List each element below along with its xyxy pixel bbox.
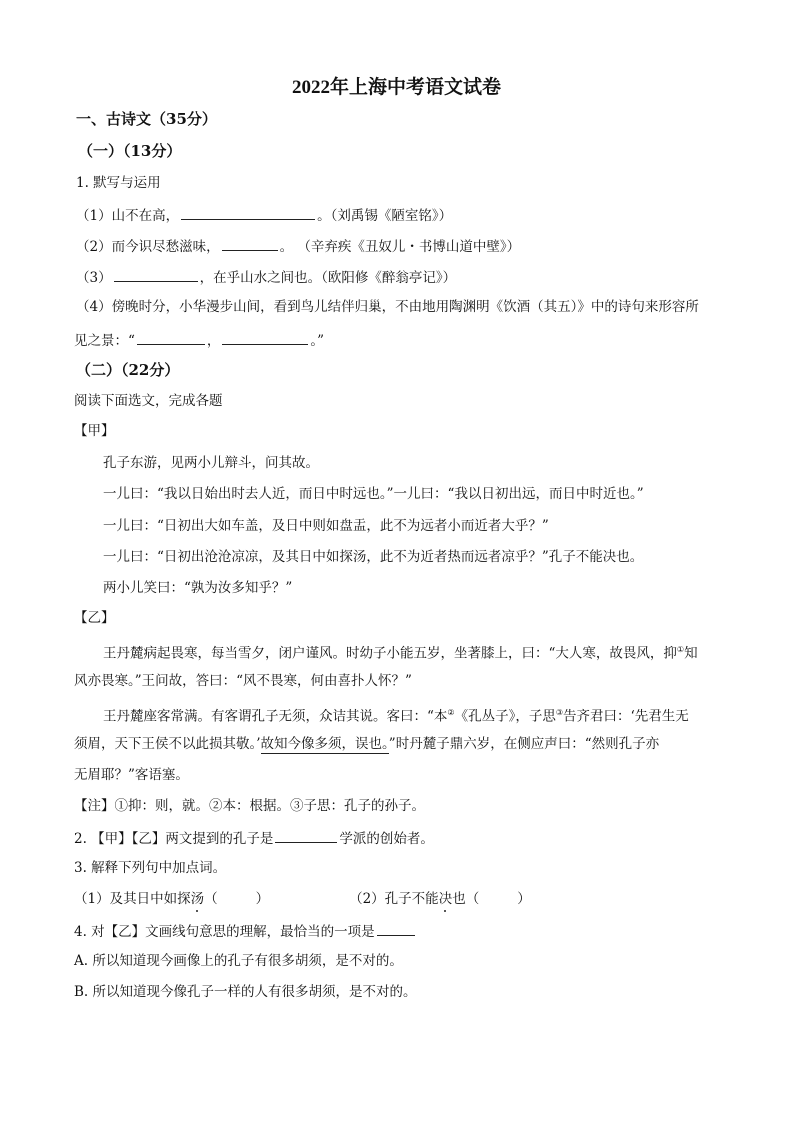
passage-jia-paragraph: 一儿曰：“日初出沧沧凉凉，及其日中如探汤，此不为近者热而远者凉乎？”孔子不能决也。	[103, 549, 644, 565]
dotted-word: 汤	[190, 891, 205, 907]
dotted-word: 决	[438, 891, 453, 907]
footnote-ref: ③	[555, 708, 563, 717]
part1-heading: （一）（13分）	[78, 142, 182, 160]
question-3-items: （1）及其日中如探汤（ ） （2）孔子不能决也（ ）	[74, 891, 531, 907]
passage-yi-p1-line2: 风亦畏寒。”王问故，答曰：“风不畏寒，何由喜扑人怀？”	[74, 673, 412, 689]
question-4: 4. 对【乙】文画线句意思的理解，最恰当的一项是	[74, 921, 417, 941]
q1-item-3: （3） ，在乎山水之间也。（欧阳修《醉翁亭记》）	[76, 267, 456, 287]
answer-blank[interactable]	[222, 330, 308, 345]
page-title: 2022年上海中考语文试卷	[291, 77, 501, 98]
passage-yi-p2-line1: 王丹麓座客常满。有客谓孔子无须，众诘其说。客曰：“本②《孔丛子》，子思③告齐君曰：‘先君生无	[103, 708, 689, 725]
passage-yi-p2-line3: 无眉耶？”客语塞。	[74, 767, 189, 783]
option-b: B. 所以知道现今像孔子一样的人有很多胡须，是不对的。	[74, 984, 417, 1000]
passage-yi-p2-line2: 须眉，天下王侯不以此损其敬。’故知今像多须，误也。”时丹麓子鼎六岁，在侧应声曰：“然则孔子亦	[74, 736, 660, 752]
passage-yi-p1-line1: 王丹麓病起畏寒，每当雪夕，闭户谨风。时幼子小能五岁，坐著膝上，曰：“大人寒，故畏风，抑①知	[103, 645, 698, 662]
q1-item-1: （1）山不在高， 。（刘禹锡《陋室铭》）	[76, 205, 452, 225]
underlined-sentence: 故知今像多须，误也。	[260, 736, 389, 752]
answer-blank[interactable]	[222, 236, 278, 251]
question-3-label: 3. 解释下列句中加点词。	[74, 860, 227, 876]
answer-blank[interactable]	[137, 330, 205, 345]
section-heading: 一、古诗文（35分）	[76, 110, 217, 128]
passage-jia-paragraph: 一儿曰：“日初出大如车盖，及日中则如盘盂，此不为远者小而近者大乎？”	[103, 518, 549, 534]
answer-blank[interactable]	[377, 921, 415, 936]
reading-instruction: 阅读下面选文，完成各题	[74, 393, 223, 409]
answer-blank[interactable]	[275, 828, 337, 843]
question-1-label: 1. 默写与运用	[76, 175, 161, 191]
passage-yi-label: 【乙】	[74, 610, 115, 626]
footnote-ref: ②	[447, 708, 455, 717]
answer-blank[interactable]	[181, 205, 315, 220]
question-2: 2. 【甲】【乙】两文提到的孔子是 学派的创始者。	[74, 828, 434, 848]
passage-jia-paragraph: 两小儿笑曰：“孰为汝多知乎？”	[103, 580, 293, 596]
passage-jia-paragraph: 一儿曰：“我以日始出时去人近，而日中时远也。”一儿曰：“我以日初出远，而日中时近也。”	[103, 486, 644, 502]
answer-blank[interactable]	[114, 267, 198, 282]
part2-heading: （二）（22分）	[76, 361, 180, 379]
passage-jia-paragraph: 孔子东游，见两小儿辩斗，问其故。	[103, 455, 319, 471]
footnote-ref: ①	[676, 645, 685, 654]
q1-item-4-line1: （4）傍晚时分，小华漫步山间，看到鸟儿结伴归巢，不由地用陶渊明《饮酒（其五）》中的诗句来形容所	[76, 299, 699, 315]
q1-item-4-line2: 见之景：“ ， 。”	[74, 330, 324, 350]
option-a: A. 所以知道现今画像上的孔子有很多胡须，是不对的。	[74, 953, 403, 969]
q1-item-2: （2）而今识尽愁滋味， 。 （辛弃疾《丑奴儿・书博山道中壁》）	[76, 236, 520, 256]
footnotes: 【注】①抑：则，就。②本：根据。③子思：孔子的孙子。	[74, 798, 425, 814]
passage-jia-label: 【甲】	[74, 423, 115, 439]
